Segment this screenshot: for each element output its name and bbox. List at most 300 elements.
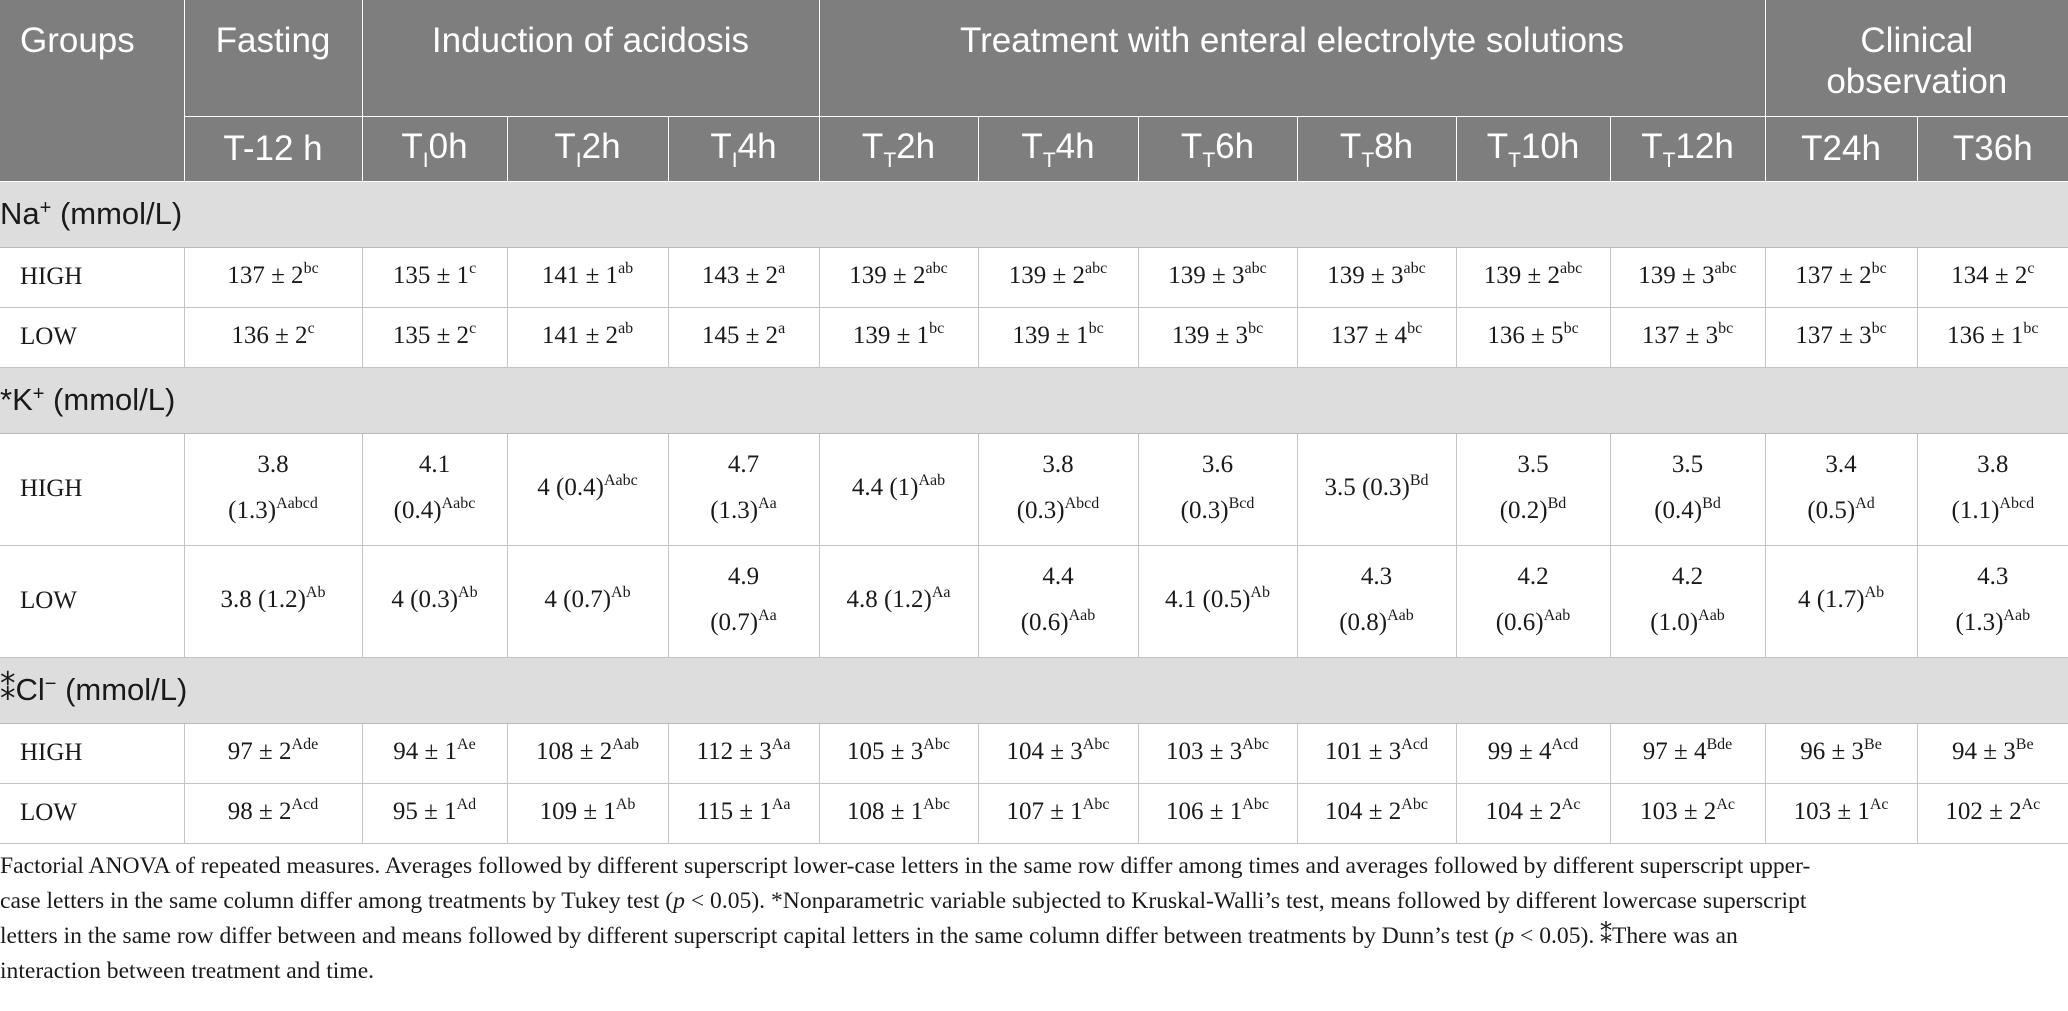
time-suffix: 4h (1055, 126, 1095, 166)
significance-letters: Aab (1387, 606, 1414, 624)
data-cell (1917, 545, 2068, 657)
significance-letters: Bde (1706, 735, 1733, 753)
cell-line (669, 789, 819, 838)
section-label (0, 367, 2068, 433)
time-header (362, 116, 507, 181)
time-header (1765, 116, 1917, 181)
significance-letters: ab (618, 319, 634, 337)
cell-value: 4.3 (1360, 562, 1393, 590)
data-cell (1765, 545, 1917, 657)
cell-line (185, 442, 362, 488)
cell-line (1139, 577, 1297, 626)
cell-value: 137 ± 3 (1795, 321, 1872, 349)
data-cell (184, 545, 362, 657)
cell-line (1298, 313, 1456, 362)
data-cell (1456, 723, 1610, 783)
data-cell (668, 545, 819, 657)
cell-value: 3.8 (1977, 450, 2009, 478)
cell-line (1611, 729, 1765, 778)
data-cell (184, 783, 362, 843)
data-cell (1138, 783, 1297, 843)
time-subscript: T (883, 148, 897, 172)
cell-line (669, 729, 819, 778)
cell-value: 4.7 (727, 450, 760, 478)
significance-letters: Ae (457, 735, 476, 753)
time-header (1917, 116, 2068, 181)
cell-line (363, 577, 507, 626)
footnote-text: letters in the same row differ between and means followed by different superscript capital letters in the same column differ between treatments by Dunn’s test ( (0, 923, 1503, 949)
cell-line (1918, 729, 2068, 778)
cell-line (669, 442, 819, 488)
data-cell (1917, 723, 2068, 783)
significance-letters: ab (618, 259, 634, 277)
significance-letters: Ab (1864, 583, 1885, 601)
footnote-line (0, 954, 2060, 989)
cell-line (508, 465, 668, 514)
data-cell (1297, 307, 1456, 367)
data-cell (1765, 247, 1917, 307)
significance-letters: bc (1718, 319, 1734, 337)
phase-header: Treatment with enteral electrolyte solutions (819, 0, 1765, 116)
cell-value: (0.7) (710, 608, 759, 636)
data-cell (1297, 783, 1456, 843)
significance-letters: Aab (2003, 606, 2031, 624)
cell-value: 4 (0.3) (391, 585, 459, 613)
significance-letters: Aabc (603, 471, 638, 489)
cell-line (1457, 442, 1610, 488)
cell-line (1611, 313, 1765, 362)
data-cell (1138, 723, 1297, 783)
data-cell (184, 723, 362, 783)
cell-line (185, 488, 362, 537)
data-cell (819, 545, 978, 657)
cell-value: 137 ± 3 (1641, 321, 1719, 349)
data-cell (819, 247, 978, 307)
cell-line (1139, 313, 1297, 362)
data-cell (507, 247, 668, 307)
data-cell (978, 783, 1138, 843)
cell-line (185, 789, 362, 838)
cell-line (1457, 313, 1610, 362)
cell-line (1766, 442, 1917, 488)
data-cell (362, 247, 507, 307)
cell-value: 108 ± 2 (536, 737, 613, 765)
cell-line (508, 253, 668, 302)
cell-value: 4.4 (1042, 562, 1074, 590)
group-label: LOW (0, 783, 184, 843)
analyte-unit: (mmol/L) (51, 196, 183, 231)
groups-header: Groups (0, 0, 184, 181)
analyte-name: *K (0, 382, 33, 417)
cell-line (979, 313, 1138, 362)
cell-line (669, 488, 819, 537)
significance-letters: Aa (771, 735, 791, 753)
data-cell (668, 433, 819, 545)
cell-line (820, 253, 978, 302)
cell-line (185, 729, 362, 778)
significance-letters: Be (1864, 735, 1882, 753)
cell-value: 139 ± 1 (852, 321, 930, 349)
data-cell (819, 307, 978, 367)
data-cell (978, 545, 1138, 657)
cell-value: 137 ± 4 (1330, 321, 1408, 349)
footnote-text: Factorial ANOVA of repeated measures. Averages followed by different superscript lower-case letters in the same row differ among times and averages followed by different superscript upper- (0, 853, 1811, 879)
cell-value: 139 ± 3 (1327, 261, 1404, 289)
phase-header: Fasting (184, 0, 362, 116)
cell-line (669, 600, 819, 649)
cell-line (1766, 253, 1917, 302)
cell-line (1918, 253, 2068, 302)
cell-value: 94 ± 3 (1952, 737, 2016, 765)
cell-value: 4.2 (1517, 562, 1549, 590)
significance-letters: bc (1871, 319, 1887, 337)
section-row (0, 367, 2068, 433)
group-label: LOW (0, 545, 184, 657)
data-cell (184, 307, 362, 367)
group-label: HIGH (0, 247, 184, 307)
cell-line (1918, 442, 2068, 488)
cell-line (363, 442, 507, 488)
cell-value: 108 ± 1 (847, 797, 924, 825)
cell-value: 139 ± 3 (1168, 261, 1245, 289)
footnote-text: case letters in the same column differ among treatments by Tukey test ( (0, 888, 674, 914)
cell-value: 4.1 (418, 450, 451, 478)
cell-value: 101 ± 3 (1325, 737, 1402, 765)
data-cell (1138, 307, 1297, 367)
time-header (668, 116, 819, 181)
cell-value: 136 ± 2 (231, 321, 308, 349)
time-header (819, 116, 978, 181)
data-cell (1297, 433, 1456, 545)
cell-value: 137 ± 2 (1795, 261, 1872, 289)
group-label: LOW (0, 307, 184, 367)
cell-line (508, 577, 668, 626)
data-cell (507, 783, 668, 843)
cell-value: 4.2 (1671, 562, 1704, 590)
time-header (507, 116, 668, 181)
cell-line (1139, 488, 1297, 537)
cell-value: 139 ± 2 (849, 261, 926, 289)
time-header (184, 116, 362, 181)
cell-line (1918, 554, 2068, 600)
cell-line (1139, 442, 1297, 488)
cell-line (363, 253, 507, 302)
cell-line (1139, 253, 1297, 302)
data-cell (978, 723, 1138, 783)
data-cell (184, 433, 362, 545)
cell-line (1457, 729, 1610, 778)
cell-value: 139 ± 1 (1012, 321, 1089, 349)
phase-header: Induction of acidosis (362, 0, 819, 116)
analyte-charge: + (39, 197, 52, 219)
data-cell (978, 307, 1138, 367)
significance-letters: Bd (1702, 494, 1721, 512)
time-subscript: T (1508, 148, 1521, 172)
data-cell (1138, 433, 1297, 545)
cell-value: 136 ± 5 (1487, 321, 1564, 349)
cell-line (979, 554, 1138, 600)
data-cell (1297, 723, 1456, 783)
data-cell (819, 433, 978, 545)
significance-letters: bc (303, 259, 319, 277)
significance-letters: Abc (923, 735, 950, 753)
analyte-unit: (mmol/L) (56, 672, 188, 707)
data-cell (1610, 433, 1765, 545)
cell-line (1298, 729, 1456, 778)
significance-letters: Aa (931, 583, 951, 601)
footnote-text: < 0.05). ⁑There was an (1514, 923, 1738, 949)
cell-value: 139 ± 2 (1008, 261, 1086, 289)
data-cell (1610, 545, 1765, 657)
time-subscript: T (1662, 148, 1676, 172)
cell-line (1457, 600, 1610, 649)
cell-line (669, 554, 819, 600)
time-subscript: I (422, 148, 429, 172)
cell-line (1918, 789, 2068, 838)
data-cell (507, 307, 668, 367)
significance-letters: Ade (291, 735, 319, 753)
significance-letters: Abc (1242, 795, 1269, 813)
significance-letters: Aab (1698, 606, 1725, 624)
cell-value: 103 ± 3 (1166, 737, 1243, 765)
data-cell (668, 723, 819, 783)
significance-letters: Aab (612, 735, 639, 753)
cell-line (1766, 488, 1917, 537)
cell-value: 4 (0.7) (544, 585, 612, 613)
significance-letters: a (778, 319, 786, 337)
significance-letters: Aabc (441, 494, 476, 512)
data-cell (1297, 247, 1456, 307)
cell-line (1457, 554, 1610, 600)
cell-line (979, 442, 1138, 488)
significance-letters: Ab (611, 583, 631, 601)
cell-line (979, 729, 1138, 778)
table-row (0, 783, 2068, 843)
cell-line (1611, 554, 1765, 600)
cell-line (1298, 253, 1456, 302)
data-cell (978, 247, 1138, 307)
cell-value: 136 ± 1 (1947, 321, 2024, 349)
group-label: HIGH (0, 723, 184, 783)
section-row (0, 181, 2068, 247)
footnote-text: < 0.05). *Nonparametric variable subjected to Kruskal-Walli’s test, means followed by different lowercase superscript (684, 888, 1807, 914)
significance-letters: Aab (1068, 606, 1096, 624)
cell-value: 4.4 (1) (851, 473, 919, 501)
significance-letters: Abcd (1999, 494, 2035, 512)
cell-line (1918, 600, 2068, 649)
cell-line (669, 313, 819, 362)
cell-line (979, 789, 1138, 838)
cell-value: 134 ± 2 (1951, 261, 2028, 289)
cell-value: (0.4) (1654, 496, 1703, 524)
cell-line (1298, 554, 1456, 600)
data-cell (1765, 307, 1917, 367)
cell-value: 112 ± 3 (696, 737, 772, 765)
data-cell (978, 433, 1138, 545)
data-cell (1138, 545, 1297, 657)
significance-letters: bc (1871, 259, 1887, 277)
cell-value: 95 ± 1 (392, 797, 457, 825)
cell-line (820, 465, 978, 514)
cell-line (1611, 488, 1765, 537)
data-cell (1456, 433, 1610, 545)
cell-value: 141 ± 1 (541, 261, 619, 289)
data-cell (1456, 307, 1610, 367)
cell-line (669, 253, 819, 302)
data-cell (362, 783, 507, 843)
data-cell (1917, 307, 2068, 367)
significance-letters: bc (929, 319, 945, 337)
cell-line (1457, 253, 1610, 302)
cell-line (1139, 789, 1297, 838)
footnote-line (0, 849, 2060, 884)
significance-letters: Ab (305, 583, 326, 601)
time-label: T24h (1801, 129, 1881, 168)
cell-value: 4.9 (727, 562, 760, 590)
cell-value: 3.8 (1.2) (220, 585, 306, 613)
significance-letters: bc (1088, 319, 1104, 337)
cell-value: 104 ± 2 (1325, 797, 1402, 825)
cell-line (1611, 789, 1765, 838)
cell-value: 103 ± 2 (1640, 797, 1717, 825)
significance-letters: Abc (1401, 795, 1428, 813)
cell-value: 135 ± 2 (392, 321, 470, 349)
cell-value: 102 ± 2 (1945, 797, 2022, 825)
cell-value: 145 ± 2 (701, 321, 779, 349)
section-row (0, 657, 2068, 723)
cell-value: (1.3) (228, 496, 277, 524)
data-cell (1297, 545, 1456, 657)
data-cell (1610, 783, 1765, 843)
cell-value: 139 ± 2 (1483, 261, 1561, 289)
data-cell (507, 545, 668, 657)
significance-letters: bc (1407, 319, 1423, 337)
cell-line (363, 313, 507, 362)
significance-letters: Ad (456, 795, 477, 813)
time-header (978, 116, 1138, 181)
data-cell (362, 723, 507, 783)
significance-letters: Be (2015, 735, 2034, 753)
cell-value: 4 (0.4) (537, 473, 604, 501)
time-suffix: 10h (1520, 126, 1580, 166)
analyte-name: Na (0, 196, 40, 231)
significance-letters: Ab (1250, 583, 1270, 601)
significance-letters: Ac (1869, 795, 1889, 813)
data-cell (1765, 723, 1917, 783)
cell-value: (0.6) (1495, 608, 1544, 636)
time-subscript: T (1361, 148, 1375, 172)
time-label: T (710, 126, 732, 166)
cell-value: 96 ± 3 (1800, 737, 1865, 765)
time-label: T (1339, 126, 1362, 166)
data-cell (184, 247, 362, 307)
cell-line (1766, 729, 1917, 778)
cell-line (1611, 600, 1765, 649)
significance-letters: Ac (1716, 795, 1735, 813)
cell-value: 97 ± 2 (227, 737, 292, 765)
cell-line (508, 789, 668, 838)
group-label: HIGH (0, 433, 184, 545)
cell-value: 3.8 (257, 450, 289, 478)
cell-value: (0.4) (393, 496, 442, 524)
cell-value: 141 ± 2 (541, 321, 619, 349)
cell-line (508, 729, 668, 778)
data-cell (1138, 247, 1297, 307)
data-cell (507, 723, 668, 783)
cell-line (1611, 253, 1765, 302)
table-row (0, 433, 2068, 545)
data-cell (1456, 783, 1610, 843)
section-label (0, 657, 2068, 723)
data-cell (668, 307, 819, 367)
analyte-charge: + (32, 383, 45, 405)
cell-line (508, 313, 668, 362)
cell-value: 94 ± 1 (393, 737, 458, 765)
cell-line (185, 577, 362, 626)
cell-line (1766, 789, 1917, 838)
time-suffix: 0h (428, 126, 468, 166)
cell-value: 3.5 (1517, 450, 1549, 478)
cell-value: 139 ± 3 (1171, 321, 1249, 349)
cell-line (1298, 465, 1456, 514)
time-suffix: 6h (1215, 126, 1255, 166)
cell-value: 143 ± 2 (701, 261, 779, 289)
table-row (0, 545, 2068, 657)
cell-line (1139, 729, 1297, 778)
cell-value: (0.2) (1499, 496, 1548, 524)
significance-letters: c (469, 259, 477, 277)
table-row (0, 307, 2068, 367)
significance-letters: bc (2023, 319, 2039, 337)
cell-value: 97 ± 4 (1642, 737, 1707, 765)
cell-value: (1.3) (1955, 608, 2004, 636)
time-header (1297, 116, 1456, 181)
significance-letters: Bcd (1228, 494, 1255, 512)
time-suffix: 4h (737, 126, 777, 166)
significance-letters: Ad (1855, 494, 1875, 512)
significance-letters: Aa (758, 494, 777, 512)
data-cell (819, 723, 978, 783)
cell-line (185, 313, 362, 362)
time-header-row (0, 116, 2068, 181)
analyte-unit: (mmol/L) (44, 382, 176, 417)
cell-line (979, 253, 1138, 302)
significance-letters: Aa (758, 606, 777, 624)
time-header (1456, 116, 1610, 181)
cell-line (1457, 488, 1610, 537)
significance-letters: Bd (1409, 471, 1429, 489)
footnote-text: p (1502, 923, 1515, 949)
significance-letters: Ac (2021, 795, 2041, 813)
data-cell (507, 433, 668, 545)
data-cell (1917, 433, 2068, 545)
significance-letters: Aabcd (276, 494, 318, 512)
data-cell (1765, 433, 1917, 545)
cell-line (1298, 789, 1456, 838)
significance-letters: Ab (458, 583, 478, 601)
time-subscript: T (1042, 148, 1056, 172)
cell-value: 104 ± 2 (1485, 797, 1562, 825)
cell-line (363, 789, 507, 838)
significance-letters: abc (1714, 259, 1737, 277)
data-cell (668, 783, 819, 843)
cell-line (185, 253, 362, 302)
data-cell (819, 783, 978, 843)
section-label (0, 181, 2068, 247)
cell-value: 139 ± 3 (1638, 261, 1715, 289)
significance-letters: Acd (1551, 735, 1579, 753)
footnote-line (0, 919, 2060, 954)
